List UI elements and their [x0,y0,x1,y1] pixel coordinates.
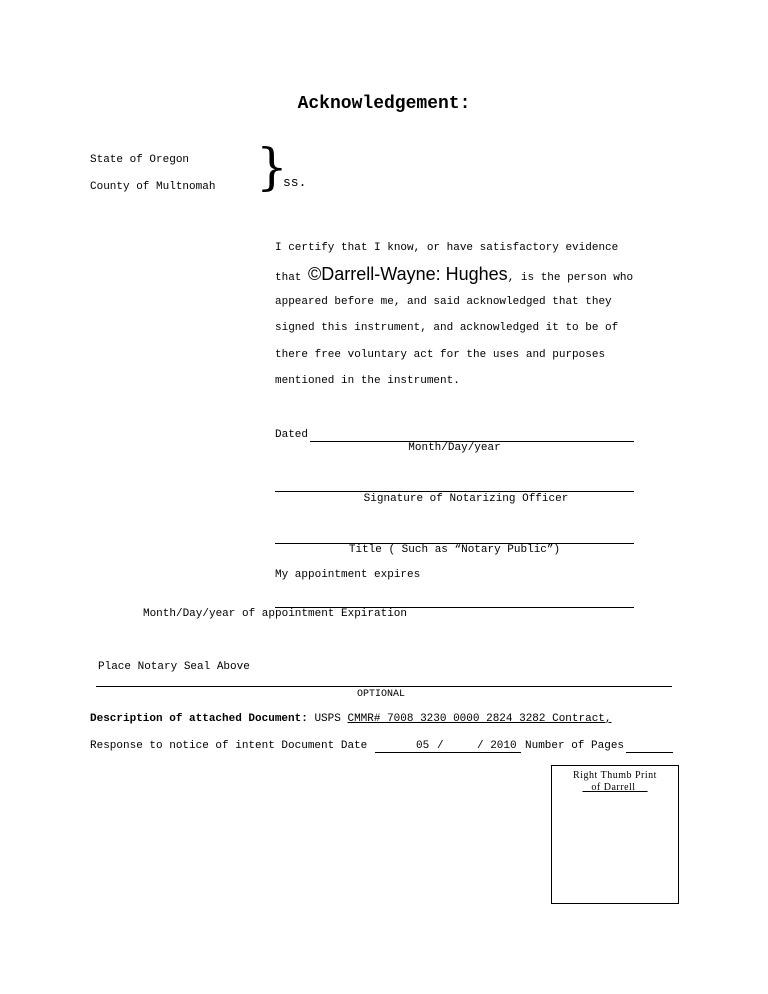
county-label: County of Multnomah [90,181,216,193]
date-day-sep: / [437,740,444,752]
dated-label: Dated [275,429,309,441]
optional-label: OPTIONAL [357,689,406,700]
appointment-caption: Month/Day/year of appointment Expiration [142,608,408,620]
cert-line-2-prefix: that [275,272,302,284]
cert-line-5: there free voluntary act for the uses and purposes [275,349,606,361]
title-caption: Title ( Such as “Notary Public”) [348,544,561,556]
cert-line-1: I certify that I know, or have satisfactory evidence [275,242,619,254]
cert-line-6: mentioned in the instrument. [275,375,460,387]
description-row [90,713,612,725]
thumb-label-2 [552,782,678,793]
document-date-line[interactable] [375,752,521,753]
signature-line[interactable] [275,491,634,492]
description-label: Description of attached Document: [90,713,308,725]
pages-line[interactable] [626,752,673,753]
usps-prefix: USPS [314,713,341,725]
page-title: Acknowledgement: [297,94,471,114]
signature-caption: Signature of Notarizing Officer [363,493,569,505]
pages-label: Number of Pages [525,740,625,752]
date-year: / 2010 [477,740,517,752]
date-caption: Month/Day/year [408,442,501,454]
response-label: Response to notice of intent Document Date [90,740,368,752]
person-name: ©Darrell-Wayne: Hughes [308,264,508,284]
appointment-label: My appointment expires [275,569,421,581]
seal-divider [96,686,672,687]
cert-line-3: appeared before me, and said acknowledged that they [275,296,612,308]
thumb-label-2-name: of Darrell [591,782,636,793]
state-label: State of Oregon [90,154,190,166]
date-month: 05 [416,740,430,752]
cert-line-4: signed this instrument, and acknowledged it to be of [275,322,619,334]
description-value: CMMR# 7008 3230 0000 2824 3282 Contract, [347,713,612,725]
brace-icon: } [256,138,288,196]
thumb-print-box[interactable] [551,765,679,904]
seal-label: Place Notary Seal Above [98,661,250,673]
ss-label: ss. [283,175,307,190]
cert-line-2 [275,264,633,288]
cert-line-2-suffix: , is the person who [507,272,634,284]
thumb-label-1: Right Thumb Print [573,770,657,781]
